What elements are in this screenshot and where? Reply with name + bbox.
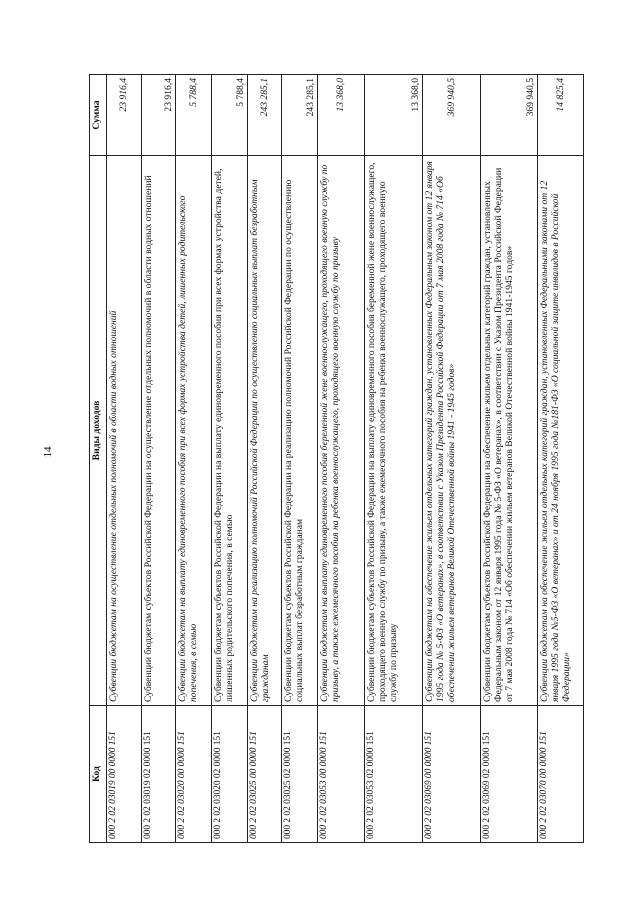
row-code: 000 2 02 03025 00 0000 151 bbox=[248, 706, 282, 843]
row-code: 000 2 02 03069 00 0000 151 bbox=[423, 706, 481, 843]
row-name: Субвенции бюджетам субъектов Российской Федерации на осуществление отдельных полномочий в области водных отношений bbox=[142, 156, 176, 706]
table-row bbox=[538, 75, 584, 843]
table-row bbox=[176, 75, 212, 843]
table-header-row bbox=[90, 75, 107, 843]
row-code: 000 2 02 03053 00 0000 151 bbox=[318, 706, 365, 843]
row-sum: 369 940,5 bbox=[423, 75, 481, 156]
row-sum: 23 916,4 bbox=[142, 75, 176, 156]
row-name: Субвенции бюджетам на обеспечение жильем отдельных категорий граждан, установленных Федеральными законами от 12 января 1995 года №5-ФЗ «О ветеранах» и от 24 ноября 1995 года №181-ФЗ «О социальной защите инвалидов в Российской Федерации» bbox=[538, 156, 584, 706]
row-sum: 369 940,5 bbox=[481, 75, 538, 156]
row-name: Субвенции бюджетам субъектов Российской Федерации на обеспечение жильем отдельных категорий граждан, установленных Федеральным законом от 12 января 1995 года № 5-ФЗ «О ветеранах», в соответствии с Указом Президента Российской Федерации от 7 мая 2008 года № 714 «Об обеспечении жильем ветеранов Великой Отечественной войны 1941-1945 годов» bbox=[481, 156, 538, 706]
row-code: 000 2 02 03020 02 0000 151 bbox=[212, 706, 248, 843]
row-name: Субвенции бюджетам на осуществление отдельных полномочий в области водных отношений bbox=[107, 156, 142, 706]
table-row bbox=[212, 75, 248, 843]
row-code: 000 2 02 03069 02 0000 151 bbox=[481, 706, 538, 843]
revenue-table bbox=[89, 74, 584, 843]
row-code: 000 2 02 03019 00 0000 151 bbox=[107, 706, 142, 843]
row-sum: 13 368,0 bbox=[318, 75, 365, 156]
row-code: 000 2 02 03020 00 0000 151 bbox=[176, 706, 212, 843]
table-row bbox=[481, 75, 538, 843]
row-code: 000 2 02 03019 02 0000 151 bbox=[142, 706, 176, 843]
row-name: Субвенции бюджетам на выплату единовременного пособия при всех формах устройства детей, лишенных родительского попечения, в семью bbox=[176, 156, 212, 706]
row-sum: 243 285,1 bbox=[248, 75, 282, 156]
revenue-table-container bbox=[89, 75, 573, 843]
row-code: 000 2 02 03025 02 0000 151 bbox=[282, 706, 318, 843]
table-row bbox=[365, 75, 423, 843]
table-row bbox=[248, 75, 282, 843]
row-sum: 243 285,1 bbox=[282, 75, 318, 156]
table-row bbox=[282, 75, 318, 843]
row-sum: 23 916,4 bbox=[107, 75, 142, 156]
row-name: Субвенции бюджетам на реализацию полномочий Российской Федерации по осуществлению социальных выплат безработным гражданам bbox=[248, 156, 282, 706]
row-code: 000 2 02 03053 02 0000 151 bbox=[365, 706, 423, 843]
row-name: Субвенции бюджетам субъектов Российской Федерации на реализацию полномочий Российской Федерации по осуществлению социальных выплат безработным гражданам bbox=[282, 156, 318, 706]
row-sum: 13 368,0 bbox=[365, 75, 423, 156]
table-row bbox=[318, 75, 365, 843]
header-sum: Сумма bbox=[90, 75, 107, 156]
table-row bbox=[142, 75, 176, 843]
row-name: Субвенции бюджетам на выплату единовременного пособия беременной жене военнослужащего, проходящего военную службу по призыву, а также ежемесячного пособия на ребенка военнослужащего, проходящего военную службу по призыву bbox=[318, 156, 365, 706]
row-sum: 14 825,4 bbox=[538, 75, 584, 156]
header-code: Код bbox=[90, 706, 107, 843]
table-row bbox=[107, 75, 142, 843]
header-name: Виды доходов bbox=[90, 156, 107, 706]
row-sum: 5 788,4 bbox=[212, 75, 248, 156]
row-code: 000 2 02 03070 00 0000 151 bbox=[538, 706, 584, 843]
row-sum: 5 788,4 bbox=[176, 75, 212, 156]
row-name: Субвенции бюджетам субъектов Российской Федерации на выплату единовременного пособия при всех формах устройства детей, лишенных родительского попечения, в семью bbox=[212, 156, 248, 706]
row-name: Субвенции бюджетам на обеспечение жильем отдельных категорий граждан, установленных Федеральным законом от 12 января 1995 года № 5-ФЗ «О ветеранах», в соответствии с Указом Президента Российской Федерации от 7 мая 2008 года № 714 «Об обеспечении жильем ветеранов Великой Отечественной войны 1941 - 1945 годов» bbox=[423, 156, 481, 706]
table-row bbox=[423, 75, 481, 843]
row-name: Субвенции бюджетам субъектов Российской Федерации на выплату единовременного пособия беременной жене военнослужащего, проходящего военную службу по призыву, а также ежемесячного пособия на ребенка военнослужащего, проходящего военную службу по призыву bbox=[365, 156, 423, 706]
page-number: 14 bbox=[42, 446, 54, 458]
